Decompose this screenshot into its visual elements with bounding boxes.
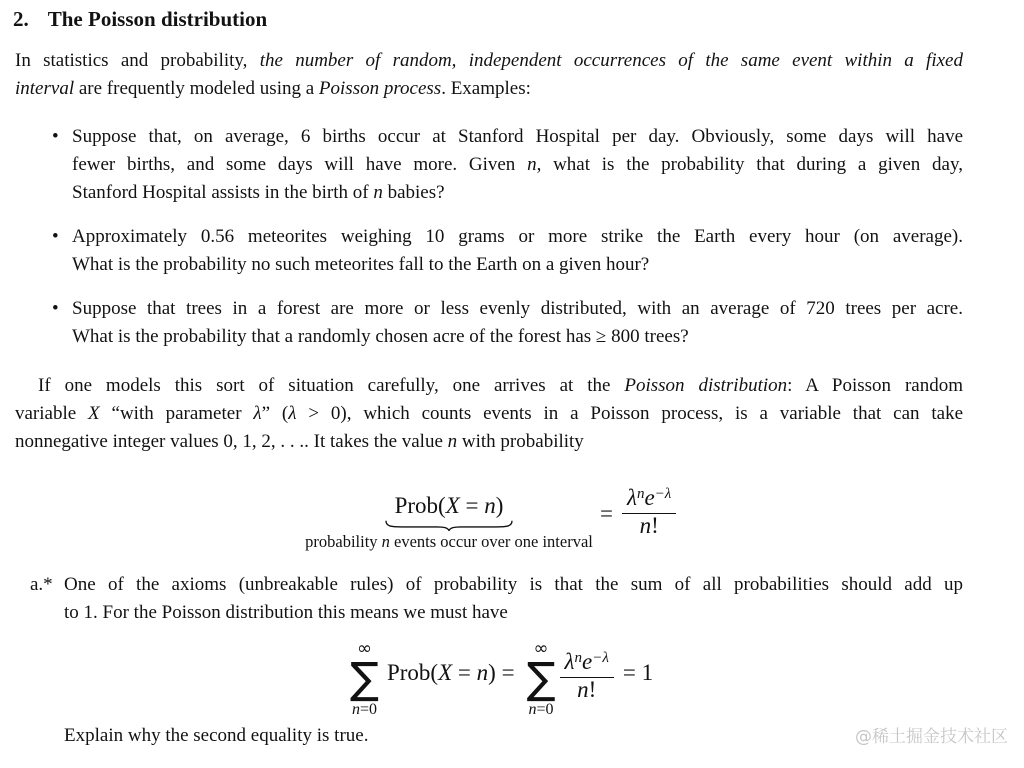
emphasis-run: interval bbox=[15, 78, 75, 99]
text-run: If one models this sort of situation carefully, one arrives at the bbox=[38, 375, 625, 396]
text-run: are frequently modeled using a bbox=[74, 78, 319, 99]
fraction-denominator bbox=[622, 514, 676, 538]
math-var: n bbox=[381, 532, 390, 551]
summation-lower-limit bbox=[529, 702, 554, 718]
text-run: nonnegative integer values 0, 1, 2, . . .. It takes the value bbox=[15, 431, 448, 452]
text-run: probability bbox=[305, 532, 382, 551]
math-relation: ≥ 800 trees? bbox=[595, 326, 689, 347]
text-run: “with parameter bbox=[99, 403, 254, 424]
math-var: X bbox=[445, 493, 460, 518]
equation-probability-sum bbox=[350, 637, 654, 718]
text-run: ” ( bbox=[261, 403, 289, 424]
fraction-lambda-pow-n-over-n-factorial bbox=[622, 484, 676, 538]
equals-sign: = bbox=[600, 501, 613, 526]
equals-one: = 1 bbox=[622, 659, 654, 685]
math-superscript: n bbox=[574, 650, 583, 666]
emphasis-run: the number of random, independent occurrences of the same event within a fixed bbox=[259, 50, 963, 71]
math-var: n bbox=[527, 154, 537, 175]
summation-symbol-group bbox=[350, 637, 379, 718]
math-var: e bbox=[582, 649, 593, 674]
bullet-item-trees bbox=[52, 295, 963, 351]
sigma-symbol: ∑ bbox=[350, 653, 379, 704]
math-var: n bbox=[373, 182, 383, 203]
math-superscript: −λ bbox=[592, 650, 609, 666]
section-number: 2. bbox=[13, 7, 29, 31]
bullet1-line-2 bbox=[72, 151, 963, 179]
text-run: . Examples: bbox=[441, 78, 531, 99]
bullet1-line-3 bbox=[72, 179, 963, 207]
bullet-icon: • bbox=[52, 298, 59, 319]
math-var: n bbox=[528, 700, 537, 718]
body2-line-1 bbox=[15, 372, 963, 400]
text-run: Prob( bbox=[394, 493, 446, 518]
sigma-symbol: ∑ bbox=[526, 653, 556, 704]
text-run: =0 bbox=[359, 700, 377, 718]
emphasis-run: Poisson distribution bbox=[624, 375, 788, 396]
equals-sign: = bbox=[495, 659, 515, 685]
math-var: e bbox=[644, 485, 655, 510]
text-run: with probability bbox=[457, 431, 584, 452]
text-run: ! bbox=[588, 677, 597, 702]
bullet-item-births bbox=[52, 123, 963, 207]
text-run: ) bbox=[488, 659, 496, 685]
item-a-line-1 bbox=[64, 571, 963, 599]
body2-line-3 bbox=[15, 428, 963, 456]
bullet3-line-2 bbox=[72, 323, 963, 351]
math-var: X bbox=[438, 659, 453, 685]
text-run: , what is the probability that during a given day, bbox=[536, 154, 963, 175]
text-run: babies? bbox=[382, 182, 445, 203]
prob-expression bbox=[387, 659, 515, 686]
text-run: : A Poisson random bbox=[787, 375, 963, 396]
underbrace-caption bbox=[305, 532, 593, 551]
bullet1-line-1 bbox=[72, 123, 963, 151]
item-a-body bbox=[64, 571, 963, 627]
summation-lower-limit bbox=[352, 702, 377, 718]
watermark: @稀土掘金技术社区 bbox=[855, 727, 1008, 747]
text-run: Prob( bbox=[386, 659, 439, 685]
bullet-icon: • bbox=[52, 126, 59, 147]
fraction-numerator bbox=[622, 484, 676, 514]
summation-symbol-group bbox=[526, 637, 556, 718]
math-relation: = bbox=[452, 659, 477, 685]
text-run: variable bbox=[15, 403, 89, 424]
body2-line-2 bbox=[15, 400, 963, 428]
prob-expression bbox=[395, 492, 504, 519]
text-run: What is the probability that a randomly chosen acre of the forest has bbox=[72, 326, 596, 347]
fraction-denominator bbox=[560, 678, 614, 702]
intro-paragraph bbox=[15, 47, 963, 103]
math-var: λ bbox=[627, 485, 637, 510]
text-run: fewer births, and some days will have more. Given bbox=[72, 154, 528, 175]
math-var: X bbox=[88, 403, 100, 424]
text-run: =0 bbox=[536, 700, 554, 718]
fraction-lambda-pow-n-over-n-factorial bbox=[560, 648, 614, 702]
text-run: In statistics and probability, bbox=[15, 50, 260, 71]
intro-line-2 bbox=[15, 75, 963, 103]
bullet3-line-1 bbox=[72, 295, 963, 323]
math-var: λ bbox=[288, 403, 297, 424]
math-superscript: n bbox=[636, 486, 645, 502]
item-a-line-2 bbox=[64, 599, 963, 627]
item-a-question: Explain why the second equality is true. bbox=[64, 725, 369, 746]
text-run: One of the axioms (unbreakable rules) of probability is that the sum of all probabilities should add up bbox=[64, 574, 963, 595]
intro-line-1 bbox=[15, 47, 963, 75]
bullet2-line-1 bbox=[72, 223, 963, 251]
text-run: Approximately 0.56 meteorites weighing 10 grams or more strike the Earth every hour (on average). bbox=[72, 226, 963, 247]
math-var: n bbox=[447, 431, 458, 452]
math-relation: = bbox=[459, 493, 485, 518]
poisson-definition-paragraph bbox=[15, 372, 963, 456]
math-var: λ bbox=[564, 649, 575, 674]
infinity-symbol: ∞ bbox=[356, 637, 372, 659]
underbrace-group bbox=[303, 492, 595, 551]
text-run: What is the probability no such meteorites fall to the Earth on a given hour? bbox=[72, 254, 650, 275]
bullet-item-meteorites bbox=[52, 223, 963, 279]
math-var: n bbox=[484, 493, 496, 518]
section-title: The Poisson distribution bbox=[47, 7, 268, 31]
math-var: n bbox=[639, 513, 652, 538]
bullet-icon: • bbox=[52, 226, 59, 247]
text-run: ) bbox=[495, 493, 504, 518]
math-var: n bbox=[351, 700, 360, 718]
text-run: > 0), which counts events in a Poisson process, is a variable that can take bbox=[296, 403, 964, 424]
text-run: Suppose that trees in a forest are more or less evenly distributed, with an average of 720 trees per acre. bbox=[72, 298, 963, 319]
math-superscript: −λ bbox=[654, 486, 672, 502]
text-run: Suppose that, on average, 6 births occur at Stanford Hospital per day. Obviously, some days will have bbox=[72, 126, 963, 147]
section-heading bbox=[13, 4, 267, 34]
item-a-label: a.* bbox=[30, 574, 53, 595]
emphasis-run: Poisson process bbox=[318, 78, 442, 99]
text-run: events occur over one interval bbox=[389, 532, 593, 551]
math-var: n bbox=[577, 677, 589, 702]
fraction-numerator bbox=[560, 648, 614, 678]
text-run: to 1. For the Poisson distribution this means we must have bbox=[64, 602, 508, 623]
text-run: ! bbox=[651, 513, 659, 538]
equation-poisson-pmf bbox=[303, 486, 723, 561]
underbrace-icon bbox=[384, 520, 514, 531]
math-var: λ bbox=[253, 403, 262, 424]
infinity-symbol: ∞ bbox=[533, 637, 549, 659]
math-var: n bbox=[476, 659, 489, 685]
text-run: Stanford Hospital assists in the birth of bbox=[72, 182, 374, 203]
bullet2-line-2 bbox=[72, 251, 963, 279]
